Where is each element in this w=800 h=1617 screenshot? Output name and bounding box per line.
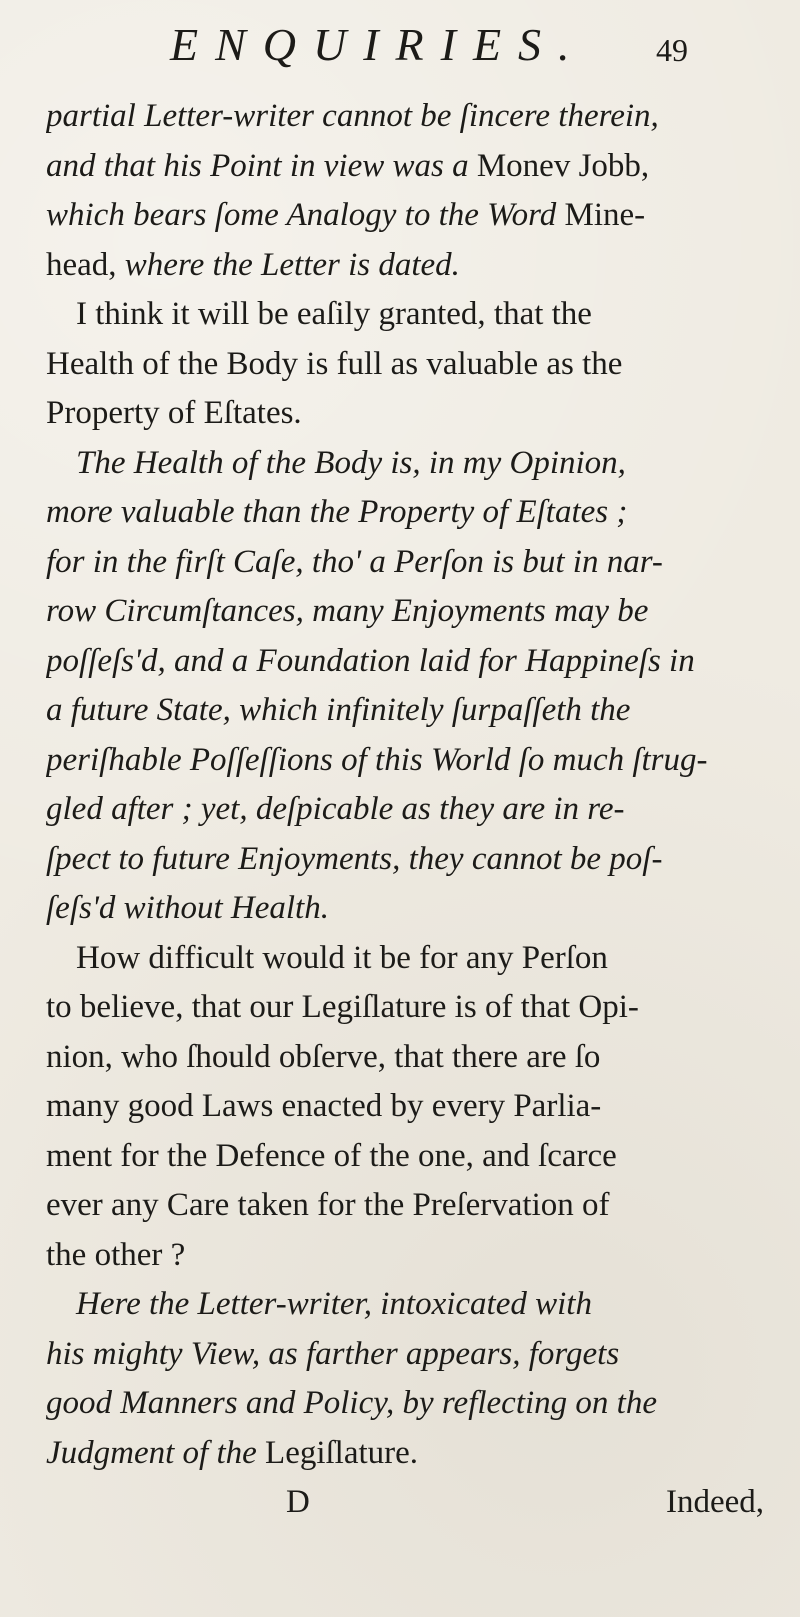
text-segment: Legiſlature.: [265, 1434, 419, 1471]
text-line: [46, 92, 776, 142]
text-line: [46, 439, 776, 489]
text-segment: for in the firſt Caſe, tho' a Perſon is but in nar-: [46, 543, 663, 580]
body-text: [46, 92, 776, 1582]
text-line: [46, 637, 776, 687]
text-line: [46, 1280, 776, 1330]
text-segment: good Manners and Policy, by reflecting on the: [46, 1385, 657, 1421]
text-line: [46, 686, 776, 736]
text-segment: I think it will be eaſily granted, that the: [76, 296, 592, 332]
text-line: [46, 340, 776, 390]
text-line: [46, 1231, 776, 1281]
text-segment: row Circumſtances, many Enjoyments may be: [46, 593, 649, 629]
signature-mark: D: [286, 1484, 310, 1520]
text-segment: which bears ſome Analogy to the Word: [46, 197, 565, 233]
text-segment: Property of Eſtates.: [46, 395, 302, 431]
footer-line: [46, 1478, 776, 1528]
text-segment: Judgment of the: [46, 1434, 266, 1471]
text-line: [46, 142, 776, 192]
text-line: [46, 538, 776, 588]
text-segment: nion, who ſhould obſerve, that there are ſo: [46, 1038, 601, 1075]
text-line: [46, 389, 776, 439]
text-line: [46, 785, 776, 835]
text-line: [46, 1132, 776, 1182]
text-segment: ment for the Defence of the one, and ſcarce: [46, 1137, 617, 1174]
text-segment: poſſeſs'd, and a Foundation laid for Happineſs in: [46, 642, 695, 679]
text-segment: the other ?: [46, 1236, 186, 1273]
text-segment: The Health of the Body is, in my Opinion,: [76, 444, 626, 481]
text-segment: Here the Letter-writer, intoxicated with: [76, 1286, 592, 1322]
text-line: [46, 1429, 776, 1479]
catchword: Indeed,: [665, 1484, 764, 1520]
text-segment: his mighty View, as farther appears, forgets: [46, 1335, 620, 1372]
text-segment: many good Laws enacted by every Parlia-: [46, 1088, 602, 1124]
text-line: [46, 1082, 776, 1132]
text-line: [46, 587, 776, 637]
text-line: [46, 736, 776, 786]
text-line: [46, 983, 776, 1033]
page-header: [0, 8, 800, 78]
text-line: [46, 1379, 776, 1429]
text-line: [46, 191, 776, 241]
text-line: [46, 835, 776, 885]
text-line: [46, 488, 776, 538]
text-line: [46, 1033, 776, 1083]
text-line: [46, 1330, 776, 1380]
text-segment: ſeſs'd without Health.: [46, 890, 329, 926]
text-segment: ever any Care taken for the Preſervation of: [46, 1187, 610, 1223]
text-segment: gled after ; yet, deſpicable as they are in re-: [46, 791, 625, 827]
text-segment: partial Letter-writer cannot be ſincere therein,: [46, 98, 659, 134]
page-number: 49: [656, 32, 688, 68]
text-segment: ſpect to future Enjoyments, they cannot be poſ-: [46, 840, 663, 877]
text-segment: head,: [46, 246, 125, 283]
text-segment: to believe, that our Legiſlature is of that Opi-: [46, 989, 639, 1025]
text-segment: where the Letter is dated.: [124, 246, 460, 283]
text-line: [46, 241, 776, 291]
text-line: [46, 934, 776, 984]
text-segment: Health of the Body is full as valuable as the: [46, 345, 623, 382]
text-segment: more valuable than the Property of Eſtates ;: [46, 494, 628, 530]
text-segment: a future State, which infinitely ſurpaſſeth the: [46, 692, 631, 728]
text-segment: periſhable Poſſeſſions of this World ſo much ſtrug-: [46, 741, 708, 778]
text-line: [46, 1181, 776, 1231]
text-segment: Mine-: [564, 197, 646, 233]
text-line: [46, 290, 776, 340]
text-segment: How difficult would it be for any Perſon: [76, 939, 608, 976]
text-line: [46, 884, 776, 934]
running-head: ENQUIRIES.: [170, 19, 587, 70]
text-segment: Monev Jobb,: [476, 147, 650, 184]
text-segment: and that his Point in view was a: [46, 147, 477, 184]
